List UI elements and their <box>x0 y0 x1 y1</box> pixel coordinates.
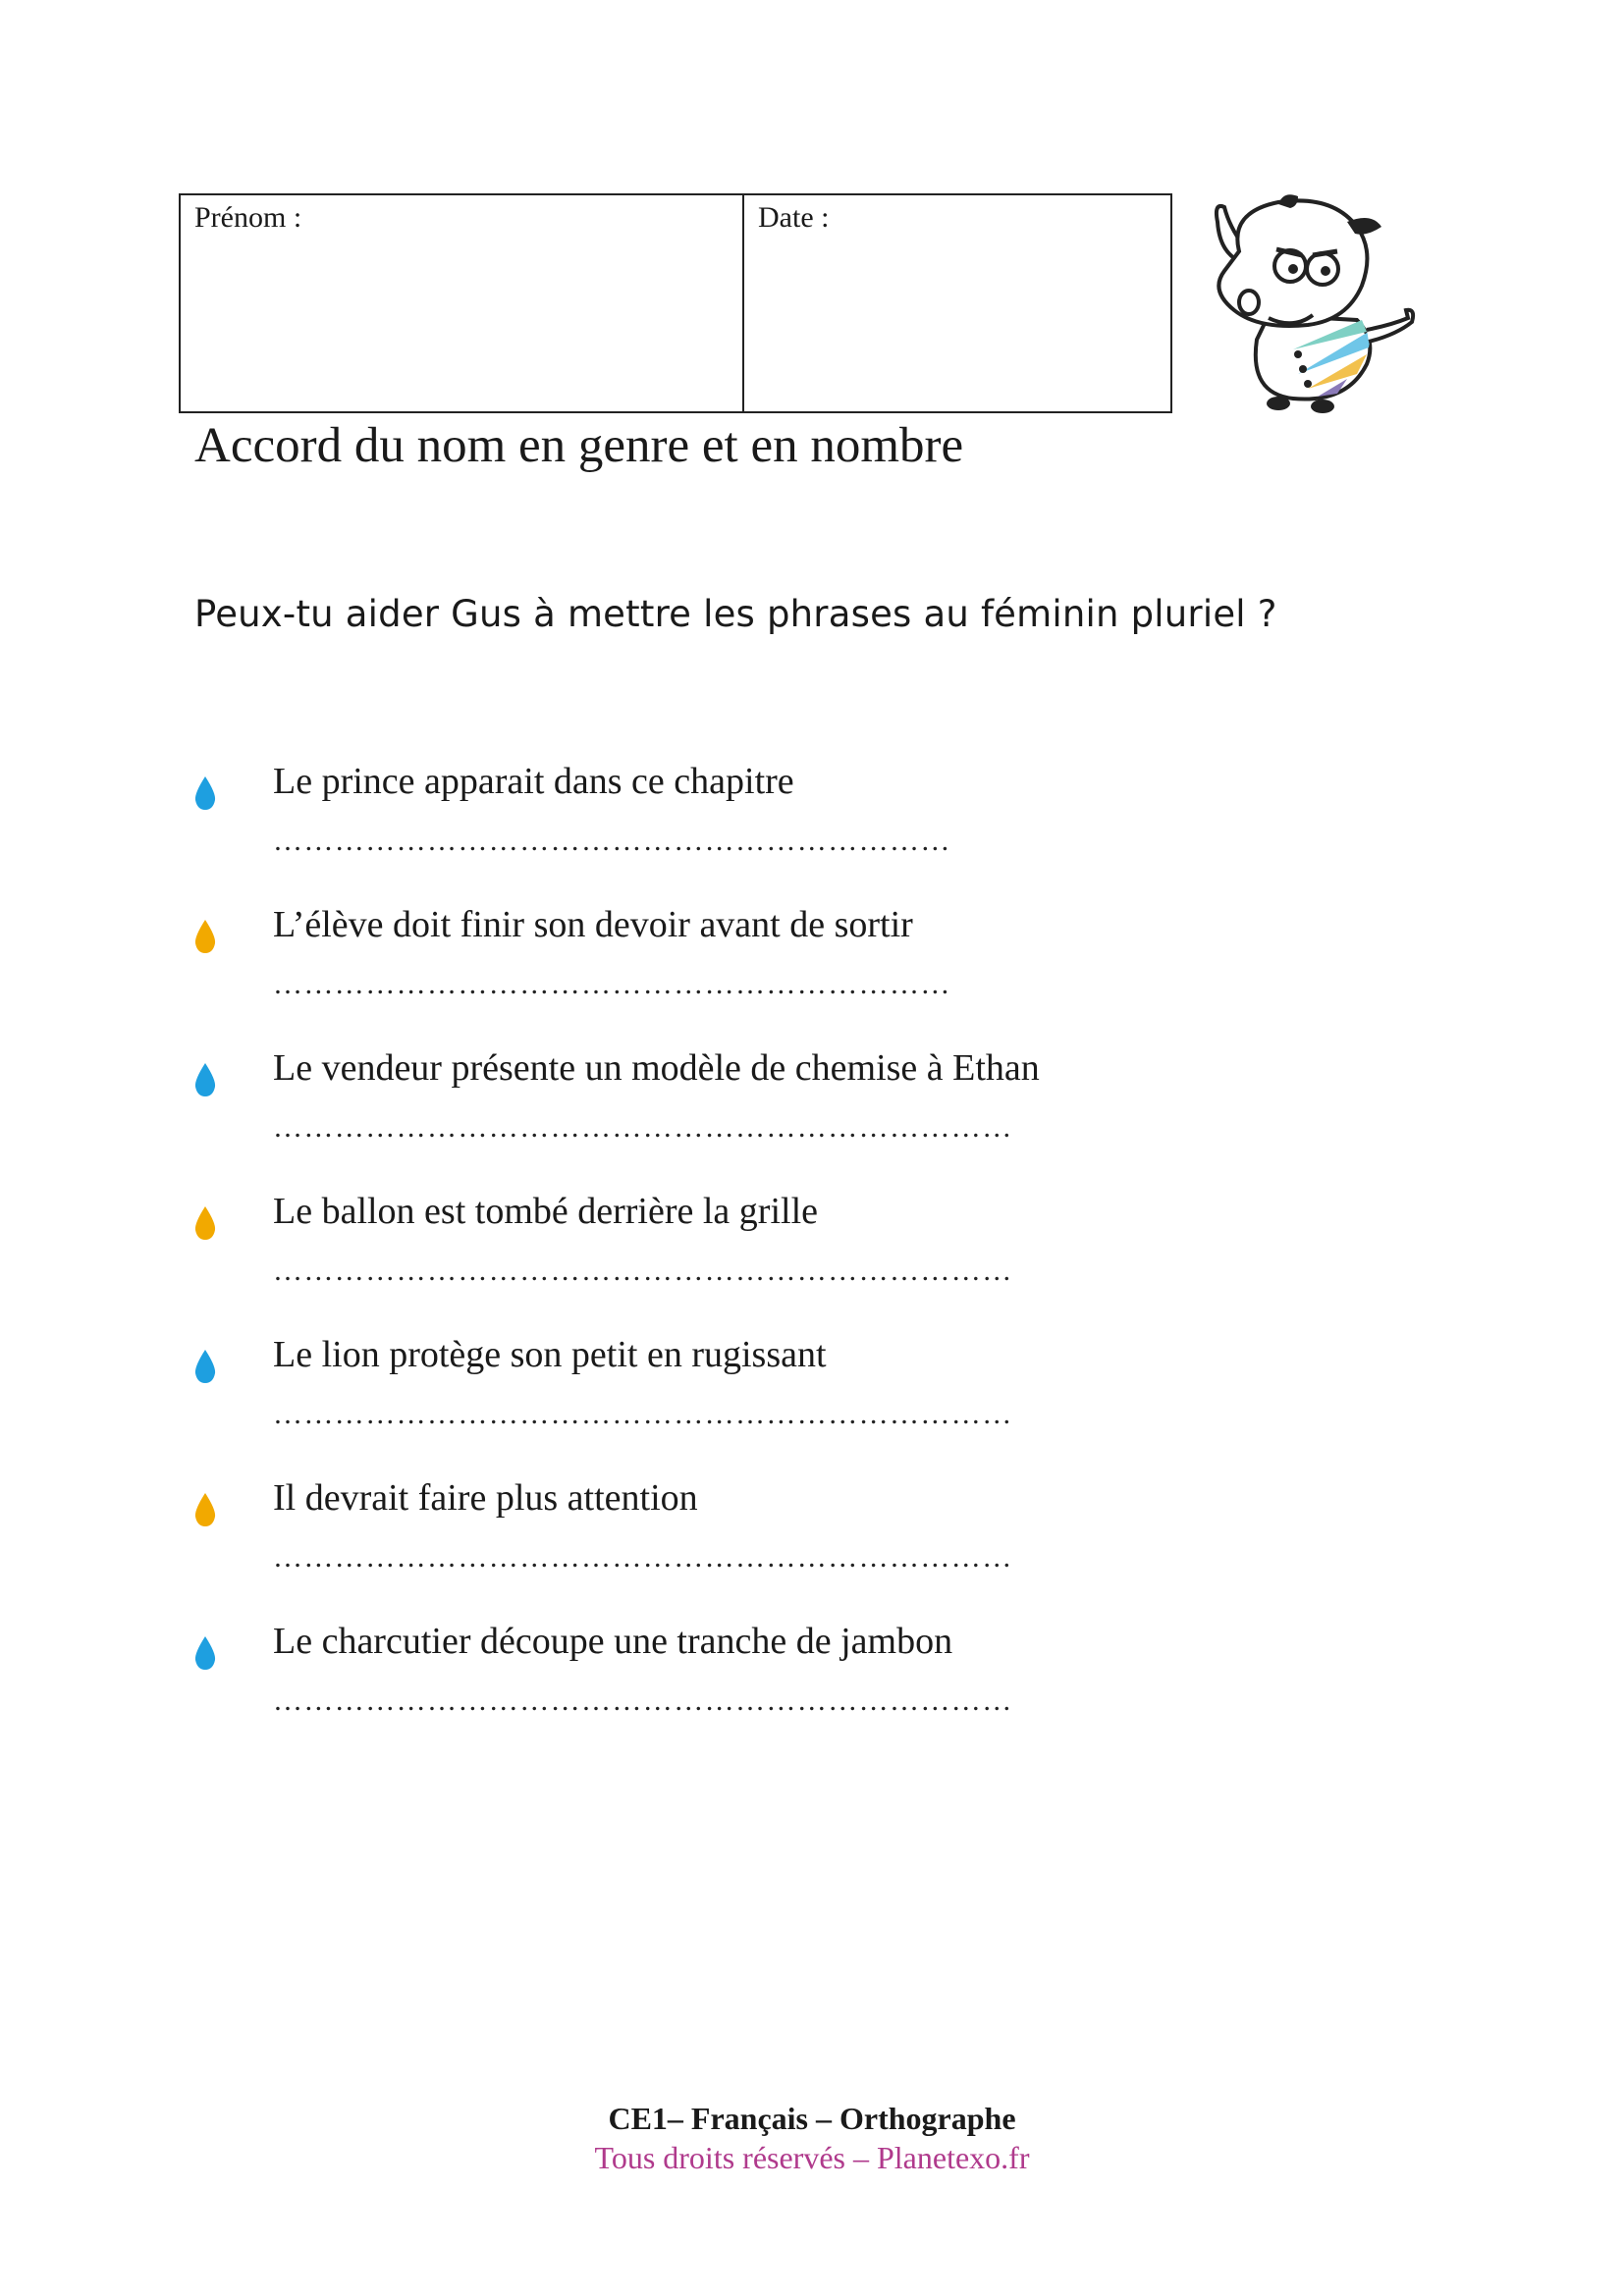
sentence: Le ballon est tombé derrière la grille <box>273 1191 818 1232</box>
exercise-item <box>192 904 1272 1039</box>
exercise-item <box>192 1191 1272 1325</box>
answer-line[interactable]: ……………………………………………………………… <box>273 1684 1013 1717</box>
exercise-item <box>192 1477 1272 1612</box>
exercise-item <box>192 1621 1272 1755</box>
sentence: Le lion protège son petit en rugissant <box>273 1334 827 1375</box>
water-drop-icon <box>192 1062 218 1097</box>
answer-line[interactable]: ……………………………………………………………… <box>273 1541 1013 1574</box>
exercise-item <box>192 761 1272 895</box>
footer-subject: CE1– Français – Orthographe <box>608 2101 1016 2136</box>
water-drop-icon <box>192 1492 218 1527</box>
date-field[interactable] <box>744 195 1170 411</box>
water-drop-icon <box>192 1205 218 1241</box>
answer-line[interactable]: ……………………………………………………………… <box>273 1398 1013 1430</box>
water-drop-icon <box>192 919 218 954</box>
sentence: Le prince apparait dans ce chapitre <box>273 761 794 802</box>
exercise-item <box>192 1334 1272 1468</box>
name-label: Prénom : <box>194 201 302 234</box>
student-info-box <box>179 193 1172 413</box>
sentence: Il devrait faire plus attention <box>273 1477 698 1519</box>
answer-line[interactable]: ………………………………………………………… <box>273 825 951 857</box>
name-field[interactable] <box>181 195 744 411</box>
instruction-text: Peux-tu aider Gus à mettre les phrases au féminin pluriel ? <box>194 593 1277 635</box>
gus-mascot-icon <box>1200 192 1418 416</box>
date-label: Date : <box>758 201 830 234</box>
sentence: L’élève doit finir son devoir avant de sortir <box>273 904 913 945</box>
water-drop-icon <box>192 1349 218 1384</box>
footer-copyright: Tous droits réservés – Planetexo.fr <box>594 2140 1030 2175</box>
sentence: Le vendeur présente un modèle de chemise à Ethan <box>273 1047 1040 1089</box>
sentence: Le charcutier découpe une tranche de jambon <box>273 1621 953 1662</box>
water-drop-icon <box>192 775 218 811</box>
answer-line[interactable]: ……………………………………………………………… <box>273 1255 1013 1287</box>
page-title: Accord du nom en genre et en nombre <box>194 418 964 473</box>
answer-line[interactable]: ……………………………………………………………… <box>273 1111 1013 1144</box>
water-drop-icon <box>192 1635 218 1671</box>
exercise-item <box>192 1047 1272 1182</box>
answer-line[interactable]: ………………………………………………………… <box>273 968 951 1000</box>
